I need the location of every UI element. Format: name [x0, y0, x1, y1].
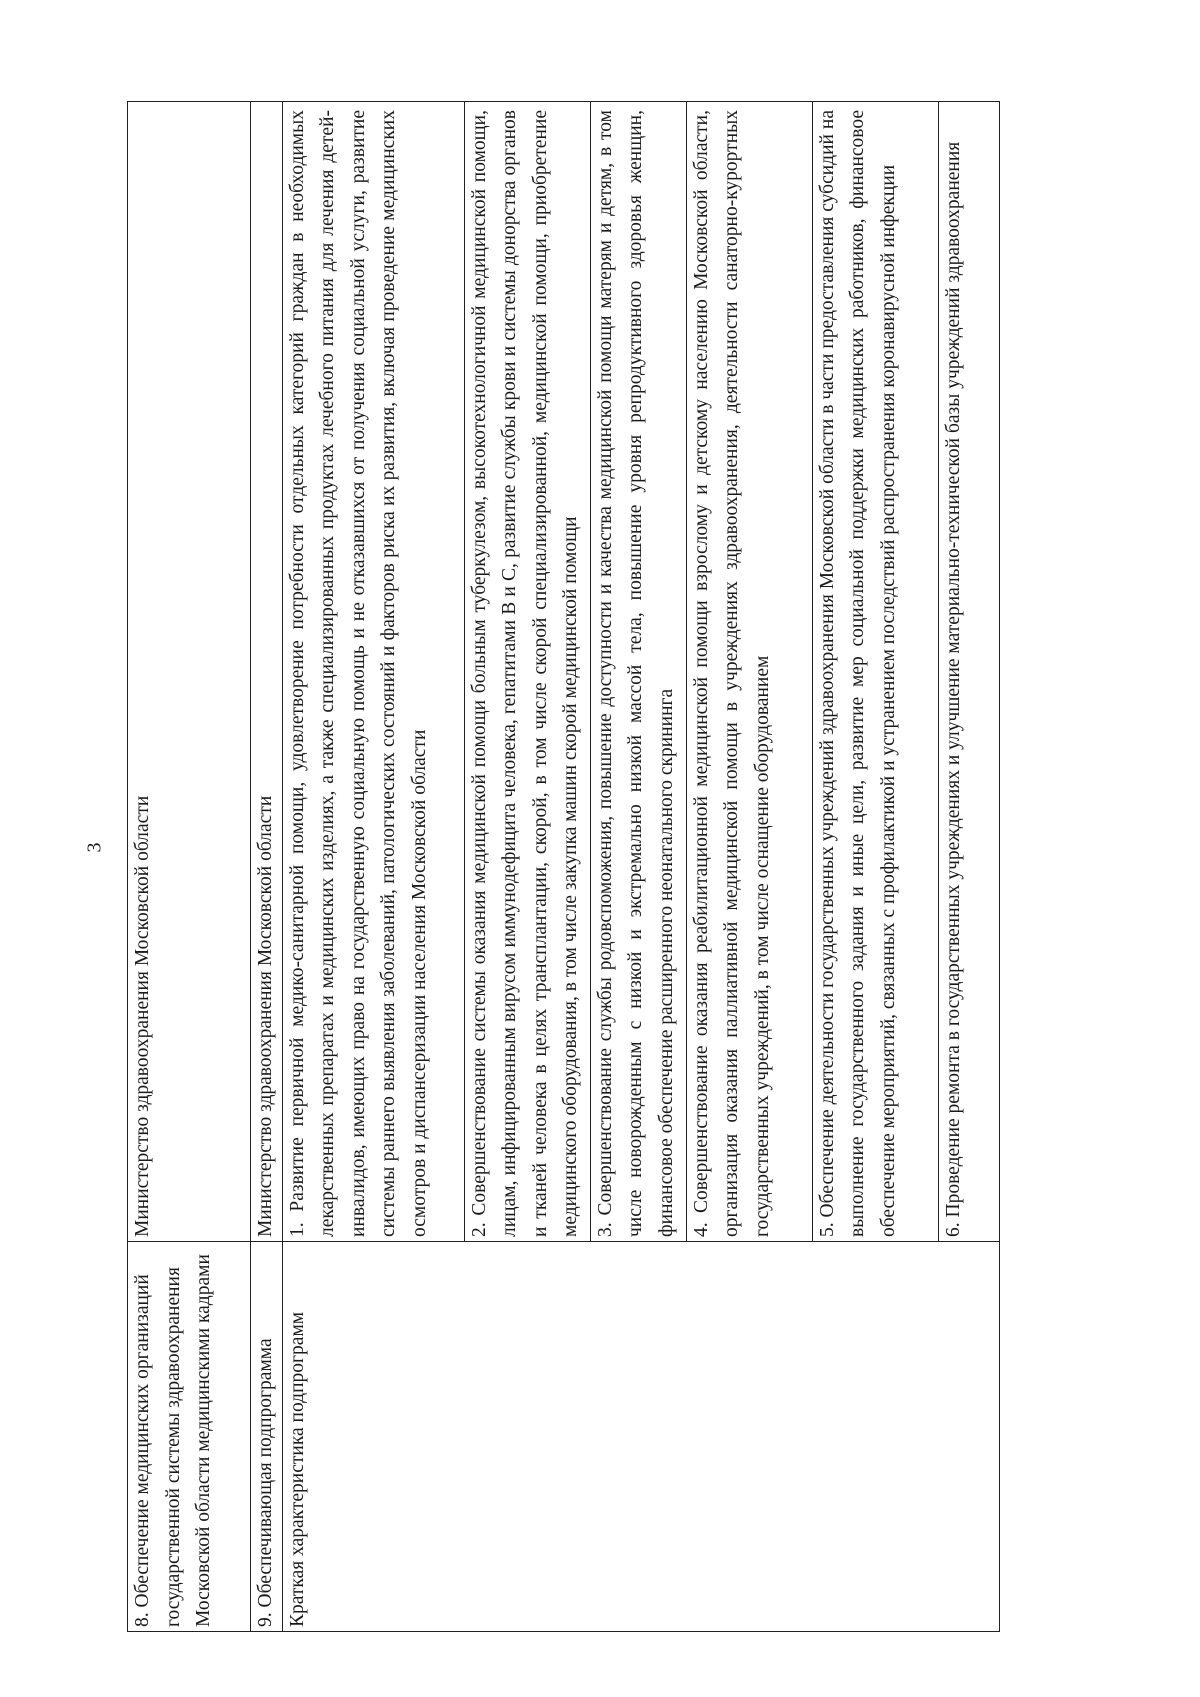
row-value: Министерство здравоохранения Московской области: [251, 102, 283, 1242]
table-row: [282, 102, 464, 1632]
table-row: [251, 102, 283, 1632]
summary-label: Краткая характеристика подпрограмм: [282, 1242, 999, 1632]
rotated-table-frame: [127, 102, 1127, 1632]
summary-item: 2. Совершенствование системы оказания медицинской помощи больным туберкулезом, высокотехнологичной медицинской помощи, лицам, инфицированным вирусом иммунодефицита человека, гепатитами В и С, развитие службы крови и системы донорства органов и тканей человека в целях трансплантации, скорой, в том числе скорой специализированной, медицинской помощи, приобретение медицинского оборудования, в том числе закупка машин скорой медицинской помощи: [464, 102, 590, 1242]
row-label: 8. Обеспечение медицинских организаций государственной системы здравоохранения Московской области медицинскими кадрами: [128, 1242, 251, 1632]
table-row: [128, 102, 251, 1632]
summary-item: 1. Развитие первичной медико-санитарной помощи, удовлетворение потребности отдельных категорий граждан в необходимых лекарственных препаратах и медицинских изделиях, а также специализированных продуктах лечебного питания для лечения детей-инвалидов, имеющих право на государственную социальную помощь и не отказавшихся от получения социальной услуги, развитие системы раннего выявления заболеваний, патологических состояний и факторов риска их развития, включая проведение медицинских осмотров и диспансеризации населения Московской области: [282, 102, 464, 1242]
program-table: [127, 101, 1000, 1632]
summary-item: 3. Совершенствование службы родовспоможения, повышение доступности и качества медицинской помощи матерям и детям, в том числе новорожденным с низкой и экстремально низкой массой тела, повышение уровня репродуктивного здоровья женщин, финансовое обеспечение расширенного неонатального скрининга: [590, 102, 686, 1242]
row-label: 9. Обеспечивающая подпрограмма: [251, 1242, 283, 1632]
summary-item: 6. Проведение ремонта в государственных учреждениях и улучшение материально-технической базы учреждений здравоохранения: [938, 102, 999, 1242]
row-value: Министерство здравоохранения Московской области: [128, 102, 251, 1242]
page-number: 3: [83, 842, 106, 853]
summary-item: 4. Совершенствование оказания реабилитационной медицинской помощи взрослому и детскому населению Московской области, организация оказания паллиативной медицинской помощи в учреждениях здравоохранения, деятельности санаторно-курортных государственных учреждений, в том числе оснащение оборудованием: [686, 102, 812, 1242]
summary-item: 5. Обеспечение деятельности государственных учреждений здравоохранения Московской области в части предоставления субсидий на выполнение государственного задания и иные цели, развитие мер социальной поддержки медицинских работников, финансовое обеспечение мероприятий, связанных с профилактикой и устранением последствий распространения коронавирусной инфекции: [812, 102, 938, 1242]
